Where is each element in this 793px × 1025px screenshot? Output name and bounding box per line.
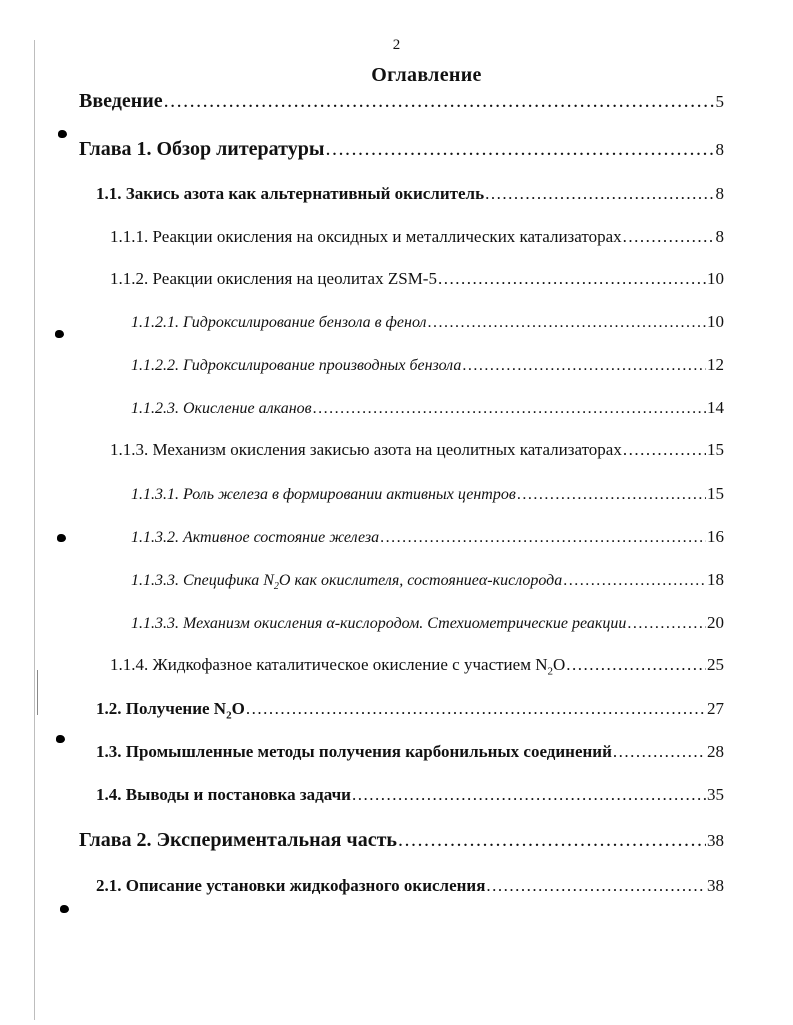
dot-leader bbox=[613, 742, 706, 762]
dot-leader bbox=[428, 314, 706, 332]
toc-entry-text: 1.1.2.1. Гидроксилирование бензола в фенол bbox=[131, 314, 427, 331]
toc-entry-text: 1.2. Получение $N_2O$ bbox=[96, 699, 245, 722]
binder-hole-mark bbox=[60, 905, 69, 913]
toc-entry-introduction[interactable] bbox=[79, 90, 724, 113]
dot-leader bbox=[566, 655, 706, 675]
toc-entry-text: Глава 2. Экспериментальная часть bbox=[79, 829, 397, 851]
toc-entry-1-1-3-2[interactable] bbox=[131, 527, 724, 547]
toc-entry-1-1-3-3[interactable] bbox=[131, 570, 724, 592]
toc-entry-page: 20 bbox=[707, 613, 724, 632]
toc-entry-page: 38 bbox=[707, 876, 724, 895]
toc-entry-text: 1.1.3.1. Роль железа в формировании активных центров bbox=[131, 486, 516, 503]
toc-entry-text: 1.1.2.3. Окисление алканов bbox=[131, 400, 312, 417]
toc-entry-page: 25 bbox=[707, 655, 724, 674]
dot-leader bbox=[563, 572, 706, 590]
dot-leader bbox=[164, 90, 715, 113]
toc-entry-text: 1.1.3.3. Специфика $N_2O$ как окислителя, состояниеα-кислорода bbox=[131, 572, 563, 593]
dot-leader bbox=[246, 699, 706, 719]
dot-leader bbox=[380, 529, 706, 547]
dot-leader bbox=[627, 615, 706, 633]
dot-leader bbox=[398, 829, 706, 852]
toc-entry-chapter-1[interactable] bbox=[79, 138, 724, 161]
toc-entry-page: 10 bbox=[707, 269, 724, 288]
toc-entry-text: Введение bbox=[79, 90, 163, 112]
toc-entry-page: 38 bbox=[707, 831, 724, 850]
page-number: 2 bbox=[392, 37, 401, 53]
toc-entry-page: 18 bbox=[707, 570, 724, 589]
toc-entry-text: 1.1. Закись азота как альтернативный окислитель bbox=[96, 184, 485, 203]
toc-entry-1-4[interactable] bbox=[96, 785, 724, 805]
dot-leader bbox=[313, 400, 706, 418]
toc-entry-page: 8 bbox=[715, 184, 724, 203]
binder-hole-mark bbox=[55, 330, 64, 338]
toc-entry-1-1-2-1[interactable] bbox=[131, 312, 724, 332]
dot-leader bbox=[438, 269, 706, 289]
toc-entry-text: Глава 1. Обзор литературы bbox=[79, 138, 325, 160]
toc-entry-page: 5 bbox=[715, 92, 724, 111]
toc-entry-page: 10 bbox=[707, 312, 724, 331]
toc-entry-1-1-4[interactable] bbox=[110, 655, 724, 677]
toc-entry-1-1[interactable] bbox=[96, 184, 724, 204]
toc-entry-text: 1.1.4. Жидкофазное каталитическое окисление с участием $N_2O$ bbox=[110, 655, 566, 678]
binder-hole-mark bbox=[58, 130, 67, 138]
toc-entry-text: 1.1.3.3. Механизм окисления α-кислородом. Стехиометрические реакции bbox=[131, 615, 627, 632]
page-title: Оглавление bbox=[371, 64, 482, 86]
toc-entry-text: 1.1.2.2. Гидроксилирование производных бензола bbox=[131, 357, 462, 374]
dot-leader bbox=[325, 138, 714, 161]
toc-entry-text: 1.1.3.2. Активное состояние железа bbox=[131, 529, 380, 546]
dot-leader bbox=[517, 486, 706, 504]
toc-entry-text: 1.1.1. Реакции окисления на оксидных и металлических катализаторах bbox=[110, 227, 622, 246]
toc-entry-page: 8 bbox=[715, 227, 724, 246]
toc-entry-page: 28 bbox=[707, 742, 724, 761]
dot-leader bbox=[486, 876, 706, 896]
toc-entry-page: 16 bbox=[707, 527, 724, 546]
dot-leader bbox=[623, 227, 715, 247]
toc-entry-page: 8 bbox=[715, 140, 724, 159]
dot-leader bbox=[623, 440, 706, 460]
toc-entry-text: 1.4. Выводы и постановка задачи bbox=[96, 785, 351, 804]
binder-hole-mark bbox=[57, 534, 66, 542]
toc-entry-page: 15 bbox=[707, 484, 724, 503]
binder-hole-mark bbox=[56, 735, 65, 743]
toc-entry-1-1-2-2[interactable] bbox=[131, 355, 724, 375]
toc-entry-1-3[interactable] bbox=[96, 742, 724, 762]
toc-entry-page: 14 bbox=[707, 398, 724, 417]
toc-entry-1-1-3-1[interactable] bbox=[131, 484, 724, 504]
toc-entry-1-1-3-3-mechanism[interactable] bbox=[131, 613, 724, 633]
toc-entry-1-1-1[interactable] bbox=[110, 227, 724, 247]
toc-entry-page: 12 bbox=[707, 355, 724, 374]
scan-edge-mark bbox=[37, 670, 38, 715]
toc-entry-1-1-2[interactable] bbox=[110, 269, 724, 289]
toc-entry-page: 15 bbox=[707, 440, 724, 459]
toc-entry-chapter-2[interactable] bbox=[79, 829, 724, 852]
toc-entry-text: 1.1.2. Реакции окисления на цеолитах ZSM-5 bbox=[110, 269, 437, 288]
scan-edge-line bbox=[34, 40, 35, 1020]
toc-entry-text: 2.1. Описание установки жидкофазного окисления bbox=[96, 876, 486, 895]
toc-entry-text: 1.3. Промышленные методы получения карбонильных соединений bbox=[96, 742, 612, 761]
toc-entry-page: 35 bbox=[707, 785, 724, 804]
toc-entry-1-1-3[interactable] bbox=[110, 440, 724, 460]
toc-entry-1-2[interactable] bbox=[96, 699, 724, 721]
toc-entry-text: 1.1.3. Механизм окисления закисью азота на цеолитных катализаторах bbox=[110, 440, 622, 459]
toc-entry-2-1[interactable] bbox=[96, 876, 724, 896]
dot-leader bbox=[485, 184, 714, 204]
dot-leader bbox=[462, 357, 706, 375]
toc-entry-1-1-2-3[interactable] bbox=[131, 398, 724, 418]
toc-entry-page: 27 bbox=[707, 699, 724, 718]
dot-leader bbox=[352, 785, 706, 805]
